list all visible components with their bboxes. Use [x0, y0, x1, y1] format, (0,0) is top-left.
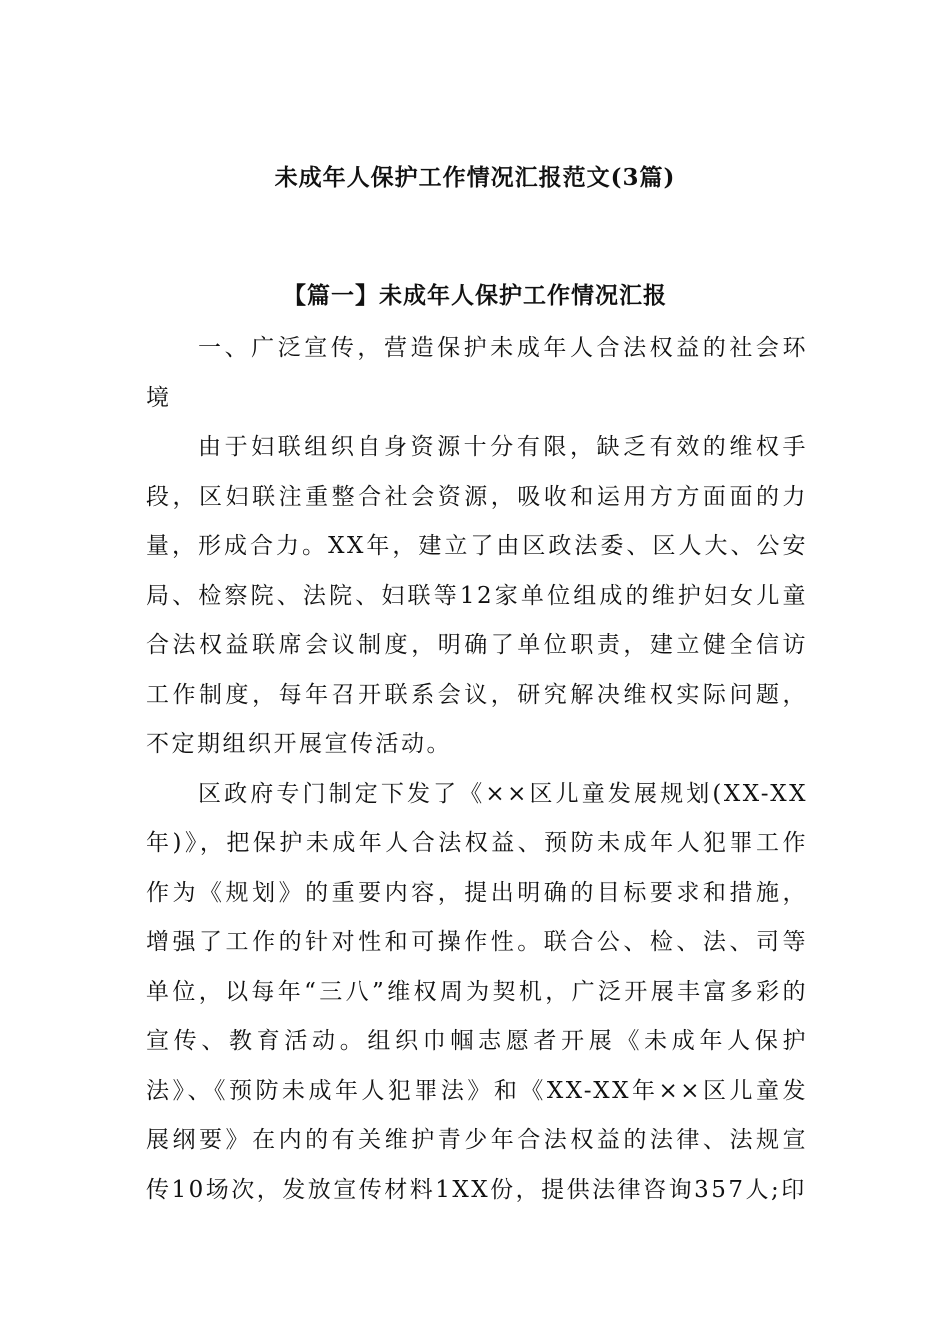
paragraph-3: 区政府专门制定下发了《××区儿童发展规划(XX-XX年)》，把保护未成年人合法权益、预防未成年人犯罪工作作为《规划》的重要内容，提出明确的目标要求和措施，增强了工作的针对性和可操作性。联合公、检、法、司等单位，以每年“三八”维权周为契机，广泛开展丰富多彩的宣传、教育活动。组织巾帼志愿者开展《未成年人保护法》、《预防未成年人犯罪法》和《XX-XX年××区儿童发展纲要》在内的有关维护青少年合法权益的法律、法规宣传10场次，发放宣传材料1XX份，提供法律咨询357人;印: [146, 780, 808, 1203]
paragraph-2: 由于妇联组织自身资源十分有限，缺乏有效的维权手段，区妇联注重整合社会资源，吸收和运用方方面面的力量，形成合力。XX年，建立了由区政法委、区人大、公安局、检察院、法院、妇联等12家单位组成的维护妇女儿童合法权益联席会议制度，明确了单位职责，建立健全信访工作制度，每年召开联系会议，研究解决维权实际问题，不定期组织开展宣传活动。: [146, 434, 808, 757]
section-title: 【篇一】未成年人保护工作情况汇报: [283, 282, 667, 309]
document-title: 未成年人保护工作情况汇报范文(3篇): [274, 164, 676, 191]
paragraph-heading-1: 一、广泛宣传，营造保护未成年人合法权益的社会环境: [146, 335, 808, 411]
document-body: [146, 324, 808, 1215]
